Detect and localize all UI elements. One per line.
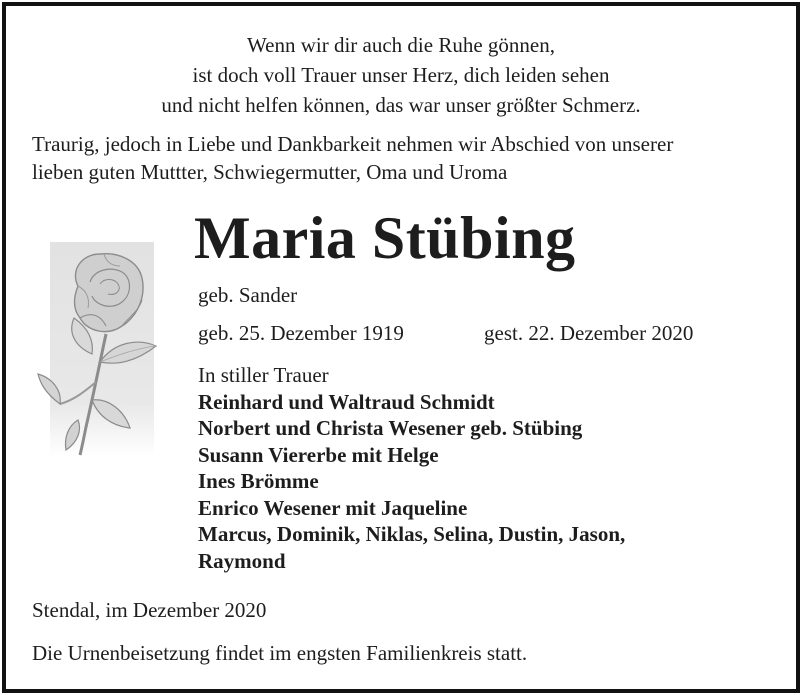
mourners-list (198, 389, 758, 575)
mourning-lead: In stiller Trauer (198, 363, 329, 387)
farewell-intro (32, 130, 782, 186)
mourner-entry: Enrico Wesener mit Jaqueline (198, 495, 468, 520)
maiden-name: geb. Sander (198, 283, 298, 307)
mourner-entry: Marcus, Dominik, Niklas, Selina, Dustin, Jason, (198, 522, 626, 546)
mourners-block (198, 362, 758, 574)
memorial-poem (6, 30, 796, 120)
intro-line: Traurig, jedoch in Liebe und Dankbarkeit nehmen wir Abschied von unserer (32, 132, 674, 156)
mourner-entry: Norbert und Christa Wesener geb. Stübing (198, 416, 583, 440)
rose-icon (34, 242, 162, 457)
obituary-frame (2, 2, 800, 693)
mourner-entry: Raymond (198, 548, 286, 573)
mourner-entry: Susann Viererbe mit Helge (198, 442, 439, 467)
place-date: Stendal, im Dezember 2020 (32, 598, 267, 622)
poem-line: Wenn wir dir auch die Ruhe gönnen, (247, 33, 555, 57)
mourner-entry: Ines Brömme (198, 469, 319, 493)
burial-notice: Die Urnenbeisetzung findet im engsten Familienkreis statt. (32, 641, 528, 665)
poem-line: ist doch voll Trauer unser Herz, dich leiden sehen (192, 63, 610, 87)
deceased-name: Maria Stübing (194, 205, 576, 271)
intro-line: lieben guten Muttter, Schwiegermutter, Oma und Uroma (32, 160, 508, 184)
mourner-entry: Reinhard und Waltraud Schmidt (198, 389, 495, 414)
poem-line: und nicht helfen können, das war unser größter Schmerz. (161, 93, 641, 117)
death-date: gest. 22. Dezember 2020 (484, 321, 694, 345)
birth-date: geb. 25. Dezember 1919 (198, 321, 404, 345)
